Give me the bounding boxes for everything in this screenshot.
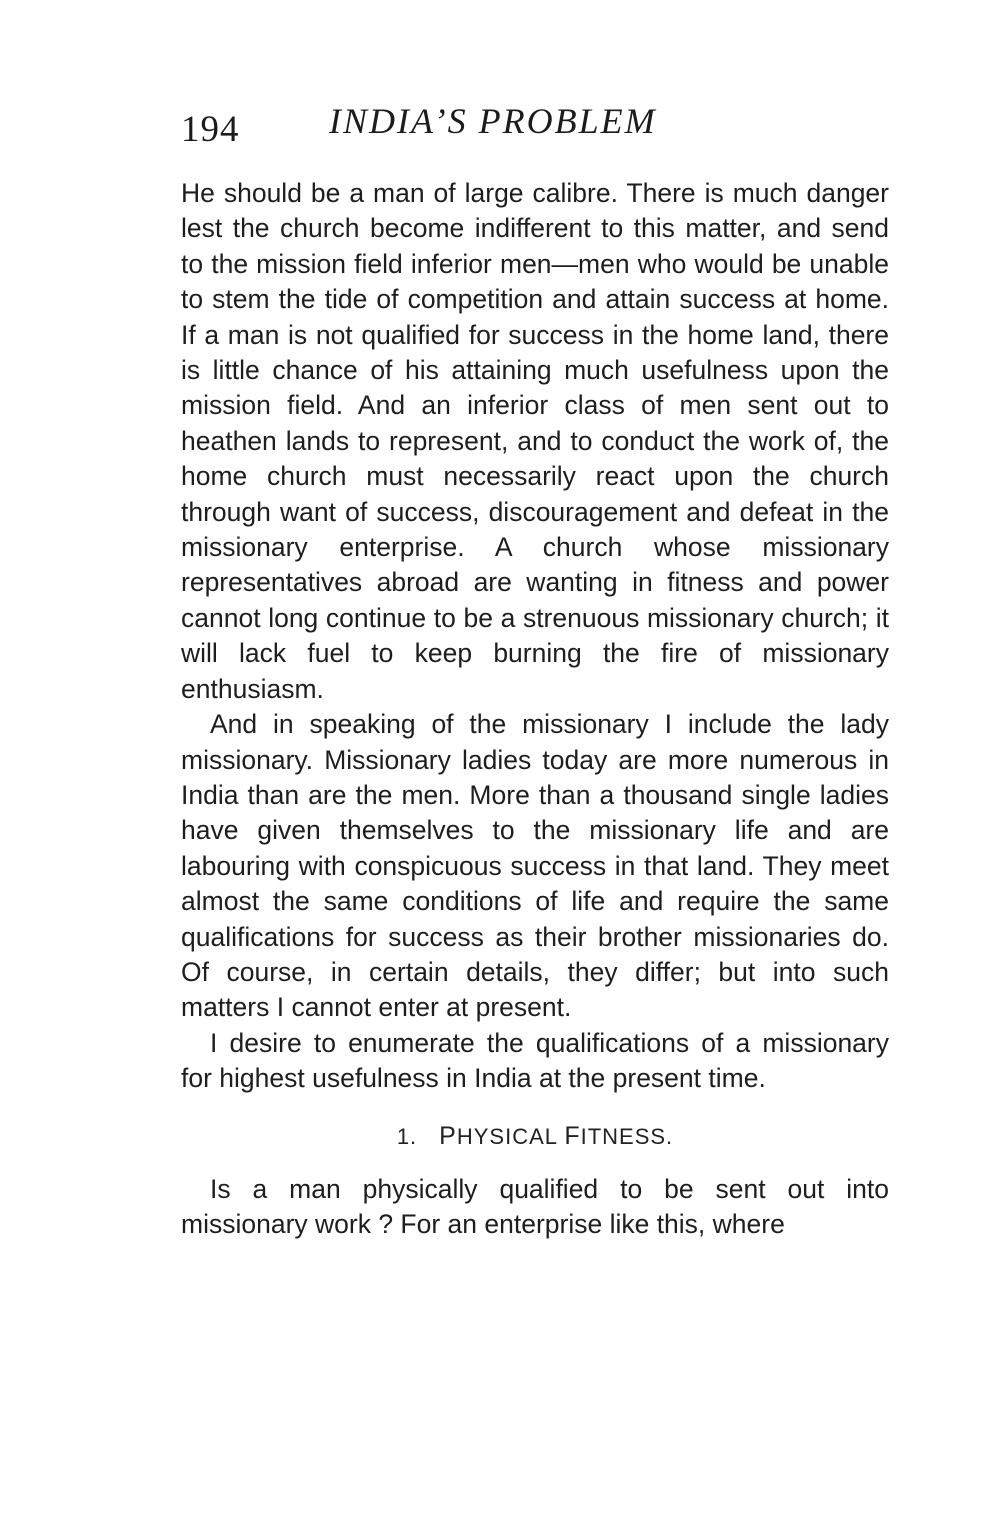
section-number: 1.: [396, 1123, 418, 1149]
paragraph-physical-fitness: Is a man physically qualified to be sent out into missionary work ? For an enterprise like this, where: [181, 1173, 889, 1240]
paragraph-calibre: He should be a man of large calibre. There is much danger lest the church become indifferent to this matter, and send to the mission field inferior men—men who would be unable to stem the tide of competition and attain success at home. If a man is not qualified for success in the home land, there is little chance of his attaining much usefulness upon the mission field. And an inferior class of men sent out to heathen lands to represent, and to conduct the work of, the home church must necessarily react upon the church through want of success, discouragement and defeat in the missionary enterprise. A church whose missionary representatives abroad are wanting in fitness and power cannot long continue to be a strenuous missionary church; it will lack fuel to keep burning the fire of missionary enthusiasm.: [181, 178, 889, 704]
body-text: [181, 176, 889, 1243]
paragraph-qualifications: I desire to enumerate the qualifications of a missionary for highest usefulness in India at the present time.: [181, 1027, 889, 1094]
running-title: INDIA’S PROBLEM: [329, 101, 657, 141]
book-page: [181, 96, 889, 1243]
section-title: PHYSICAL FITNESS.: [439, 1121, 674, 1150]
running-head: [181, 96, 889, 176]
paragraph-lady-missionary: And in speaking of the missionary I include the lady missionary. Missionary ladies today are more numerous in India than are the men. More than a thousand single ladies have given themselves to the missionary life and are labouring with conspicuous success in that land. They meet almost the same conditions of life and require the same qualifications for success as their brother missionaries do. Of course, in certain details, they differ; but into such matters I cannot enter at present.: [181, 709, 889, 1023]
page-number: 194: [181, 109, 240, 150]
section-heading: [181, 1119, 889, 1154]
